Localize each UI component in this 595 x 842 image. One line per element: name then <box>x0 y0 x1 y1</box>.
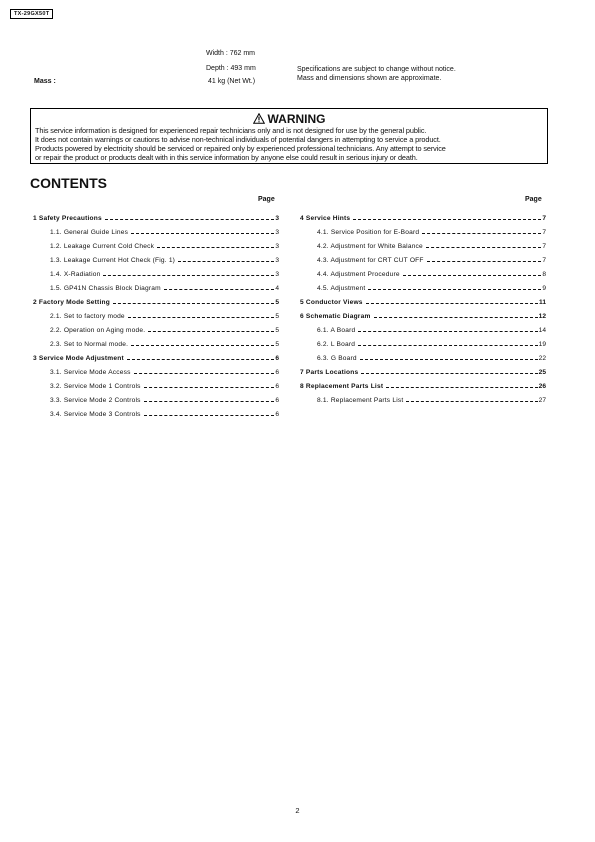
toc-entry-page: 25 <box>538 369 546 376</box>
toc-chapter-entry[interactable] <box>300 362 546 376</box>
toc-entry-page: 7 <box>542 229 546 236</box>
toc-dot-leader <box>386 387 537 388</box>
toc-entry-page: 14 <box>538 327 546 334</box>
toc-entry-label: 1.1. General Guide Lines <box>50 229 129 236</box>
toc-chapter-entry[interactable] <box>300 376 546 390</box>
toc-entry-label: 2.2. Operation on Aging mode. <box>50 327 146 334</box>
toc-dot-leader <box>361 373 537 374</box>
toc-section-entry[interactable] <box>33 264 279 278</box>
toc-dot-leader <box>366 303 538 304</box>
toc-entry-label: 2 Factory Mode Setting <box>33 299 110 306</box>
toc-chapter-entry[interactable] <box>33 348 279 362</box>
toc-entry-label: 3.3. Service Mode 2 Controls <box>50 397 141 404</box>
toc-dot-leader <box>113 303 274 304</box>
toc-dot-leader <box>131 345 274 346</box>
toc-entry-page: 5 <box>275 341 279 348</box>
toc-entry-page: 19 <box>538 341 546 348</box>
toc-dot-leader <box>164 289 274 290</box>
toc-dot-leader <box>406 401 537 402</box>
toc-entry-label: 1.5. GP41N Chassis Block Diagram <box>50 285 161 292</box>
toc-entry-page: 3 <box>275 215 279 222</box>
model-number-tag: TX-29GX50T <box>10 9 53 19</box>
toc-section-entry[interactable] <box>33 278 279 292</box>
toc-entry-label: 1.4. X-Radiation <box>50 271 101 278</box>
toc-entry-label: 6.1. A Board <box>317 327 356 334</box>
warning-triangle-icon <box>253 113 265 127</box>
toc-chapter-entry[interactable] <box>33 208 279 222</box>
toc-entry-page: 7 <box>542 215 546 222</box>
toc-entry-page: 22 <box>538 355 546 362</box>
toc-entry-page: 8 <box>542 271 546 278</box>
toc-entry-label: 3.1. Service Mode Access <box>50 369 131 376</box>
toc-section-entry[interactable] <box>33 236 279 250</box>
toc-left-column <box>33 208 279 418</box>
contents-heading: CONTENTS <box>30 175 107 191</box>
toc-entry-label: 3.4. Service Mode 3 Controls <box>50 411 141 418</box>
toc-entry-label: 2.3. Set to Normal mode. <box>50 341 129 348</box>
toc-section-entry[interactable] <box>33 306 279 320</box>
toc-entry-page: 3 <box>275 257 279 264</box>
toc-entry-label: 1 Safety Precautions <box>33 215 102 222</box>
toc-section-entry[interactable] <box>300 236 546 250</box>
toc-dot-leader <box>105 219 274 220</box>
toc-entry-label: 3 Service Mode Adjustment <box>33 355 124 362</box>
toc-section-entry[interactable] <box>33 376 279 390</box>
spec-depth: Depth : 493 mm <box>206 65 256 72</box>
toc-dot-leader <box>360 359 538 360</box>
spec-width: Width : 762 mm <box>206 50 256 57</box>
toc-entry-page: 9 <box>542 285 546 292</box>
toc-dot-leader <box>426 247 541 248</box>
toc-entry-page: 6 <box>275 411 279 418</box>
page-number: 2 <box>295 806 300 815</box>
toc-entry-label: 4.2. Adjustment for White Balance <box>317 243 423 250</box>
toc-entry-page: 27 <box>538 397 546 404</box>
toc-entry-page: 7 <box>542 257 546 264</box>
toc-dot-leader <box>427 261 542 262</box>
spec-note-approx: Mass and dimensions shown are approximate. <box>297 75 442 82</box>
toc-section-entry[interactable] <box>300 334 546 348</box>
toc-entry-page: 6 <box>275 383 279 390</box>
toc-section-entry[interactable] <box>300 264 546 278</box>
warning-line: This service information is designed for experienced repair technicians only and is not designed for use by the general public. <box>35 126 427 135</box>
toc-dot-leader <box>368 289 541 290</box>
toc-section-entry[interactable] <box>33 320 279 334</box>
toc-section-entry[interactable] <box>300 250 546 264</box>
toc-entry-label: 2.1. Set to factory mode <box>50 313 125 320</box>
warning-line: or repair the product or products dealt with in this service information by anyone else could result in serious injury or death. <box>35 153 418 162</box>
toc-dot-leader <box>134 373 275 374</box>
toc-entry-label: 8 Replacement Parts List <box>300 383 384 390</box>
toc-section-entry[interactable] <box>33 404 279 418</box>
toc-entry-page: 7 <box>542 243 546 250</box>
warning-line: Products powered by electricity should be serviced or repaired only by experienced professional technicians. Any attempt to service <box>35 144 446 153</box>
toc-section-entry[interactable] <box>300 348 546 362</box>
warning-line: It does not contain warnings or cautions to advise non-technical individuals of potential dangers in attempting to service a product. <box>35 135 441 144</box>
warning-title: WARNING <box>267 112 326 126</box>
toc-dot-leader <box>422 233 541 234</box>
toc-dot-leader <box>103 275 274 276</box>
toc-right-column <box>300 208 546 404</box>
toc-entry-label: 8.1. Replacement Parts List <box>317 397 404 404</box>
toc-entry-label: 4.5. Adjustment <box>317 285 366 292</box>
toc-entry-page: 5 <box>275 313 279 320</box>
toc-entry-label: 1.2. Leakage Current Cold Check <box>50 243 155 250</box>
toc-dot-leader <box>157 247 274 248</box>
toc-section-entry[interactable] <box>33 250 279 264</box>
toc-chapter-entry[interactable] <box>300 306 546 320</box>
spec-mass: 41 kg (Net Wt.) <box>208 78 256 85</box>
toc-entry-label: 4.1. Service Position for E-Board <box>317 229 420 236</box>
toc-section-entry[interactable] <box>33 390 279 404</box>
toc-entry-page: 6 <box>275 355 279 362</box>
toc-entry-label: 7 Parts Locations <box>300 369 359 376</box>
warning-heading <box>31 112 547 127</box>
toc-dot-leader <box>178 261 274 262</box>
toc-section-entry[interactable] <box>33 334 279 348</box>
toc-entry-label: 4.4. Adjustment Procedure <box>317 271 400 278</box>
toc-entry-page: 4 <box>275 285 279 292</box>
toc-section-entry[interactable] <box>33 222 279 236</box>
toc-dot-leader <box>353 219 541 220</box>
warning-box <box>30 108 548 164</box>
toc-entry-label: 6.3. G Board <box>317 355 357 362</box>
toc-entry-page: 26 <box>538 383 546 390</box>
toc-dot-leader <box>127 359 274 360</box>
toc-entry-page: 11 <box>539 299 546 306</box>
toc-dot-leader <box>374 317 538 318</box>
toc-chapter-entry[interactable] <box>300 292 546 306</box>
toc-dot-leader <box>128 317 275 318</box>
toc-entry-page: 3 <box>275 243 279 250</box>
toc-dot-leader <box>131 233 274 234</box>
toc-entry-page: 3 <box>275 229 279 236</box>
toc-section-entry[interactable] <box>300 222 546 236</box>
toc-chapter-entry[interactable] <box>300 208 546 222</box>
toc-dot-leader <box>144 415 275 416</box>
toc-dot-leader <box>144 387 275 388</box>
toc-entry-page: 6 <box>275 369 279 376</box>
toc-section-entry[interactable] <box>300 390 546 404</box>
page-column-header-right: Page <box>525 196 542 203</box>
toc-section-entry[interactable] <box>300 278 546 292</box>
toc-dot-leader <box>358 345 538 346</box>
spec-mass-label: Mass : <box>34 78 56 85</box>
toc-dot-leader <box>358 331 537 332</box>
toc-entry-page: 5 <box>275 327 279 334</box>
spec-note-change: Specifications are subject to change without notice. <box>297 66 456 73</box>
page-column-header-left: Page <box>258 196 275 203</box>
toc-entry-label: 3.2. Service Mode 1 Controls <box>50 383 141 390</box>
toc-entry-label: 6 Schematic Diagram <box>300 313 371 320</box>
toc-entry-label: 1.3. Leakage Current Hot Check (Fig. 1) <box>50 257 176 264</box>
toc-entry-label: 5 Conductor Views <box>300 299 363 306</box>
toc-dot-leader <box>403 275 542 276</box>
toc-entry-page: 6 <box>275 397 279 404</box>
toc-entry-label: 4.3. Adjustment for CRT CUT OFF <box>317 257 424 264</box>
toc-chapter-entry[interactable] <box>33 292 279 306</box>
toc-entry-label: 6.2. L Board <box>317 341 356 348</box>
toc-dot-leader <box>144 401 275 402</box>
toc-entry-page: 12 <box>538 313 546 320</box>
toc-entry-label: 4 Service Hints <box>300 215 351 222</box>
toc-section-entry[interactable] <box>33 362 279 376</box>
toc-entry-page: 3 <box>275 271 279 278</box>
toc-dot-leader <box>148 331 274 332</box>
toc-entry-page: 5 <box>275 299 279 306</box>
toc-section-entry[interactable] <box>300 320 546 334</box>
